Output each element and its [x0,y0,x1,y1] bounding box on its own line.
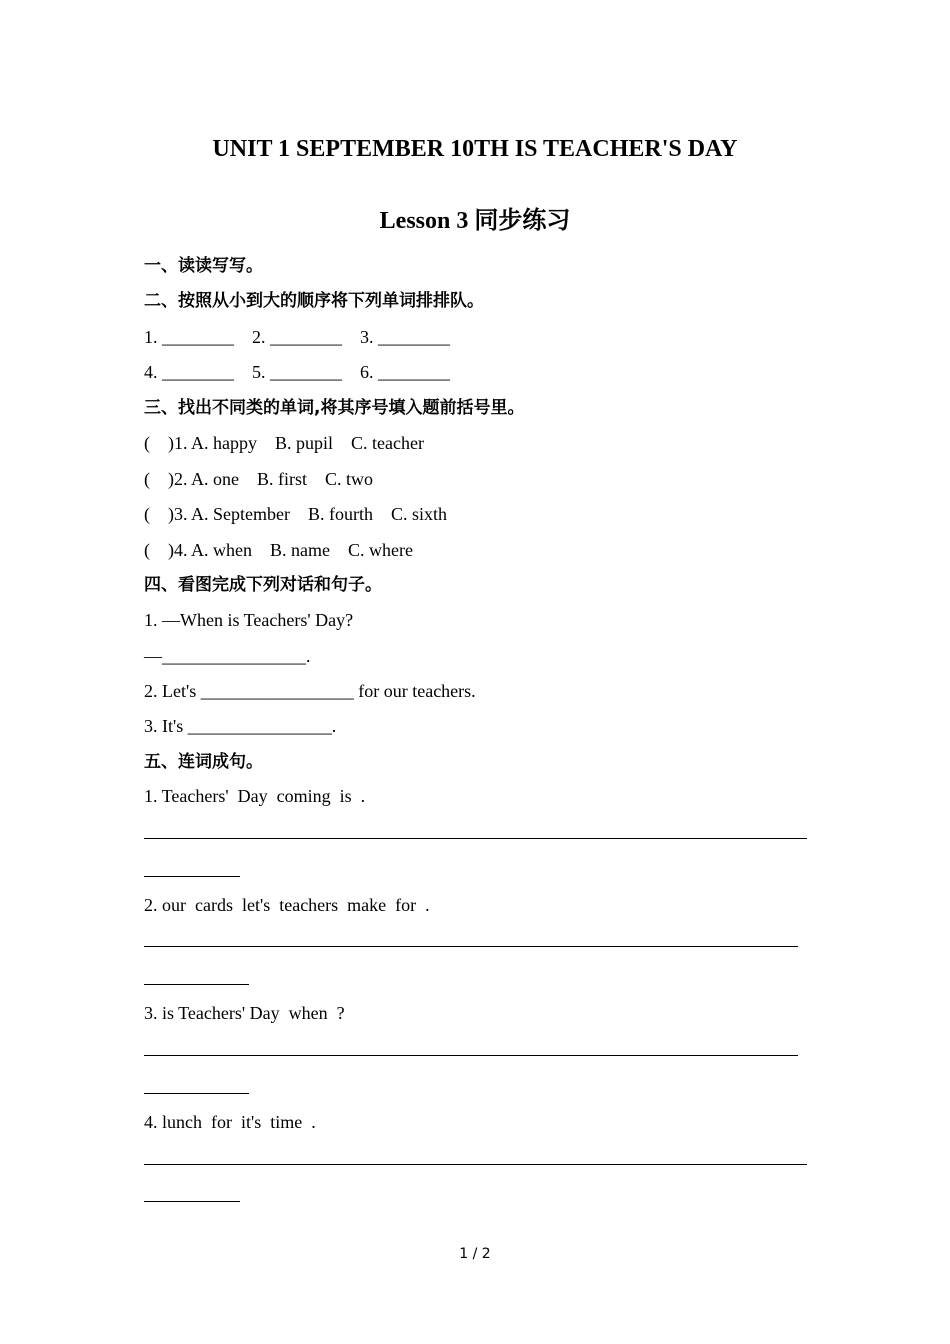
dialogue-question-1: 1. —When is Teachers' Day? [144,610,354,630]
odd-one-out-item-3: ( )3. A. September B. fourth C. sixth [144,504,447,524]
answer-line-continued [144,876,240,877]
scrambled-sentence-3: 3. is Teachers' Day when ? [144,1003,345,1023]
section-4-heading: 四、看图完成下列对话和句子。 [144,575,382,595]
page-number: 1 / 2 [459,1246,491,1262]
dialogue-answer-1: —________________. [144,646,311,666]
answer-line-continued [144,1093,249,1094]
scrambled-sentence-4: 4. lunch for it's time . [144,1112,316,1132]
answer-line [144,1164,807,1165]
answer-line [144,838,807,839]
ordering-blanks-row-2: 4. ________ 5. ________ 6. ________ [144,362,450,382]
section-3-heading: 三、找出不同类的单词,将其序号填入题前括号里。 [144,398,525,418]
answer-line-continued [144,984,249,985]
answer-line [144,1055,798,1056]
unit-title: UNIT 1 SEPTEMBER 10TH IS TEACHER'S DAY [212,136,738,162]
sentence-3: 3. It's ________________. [144,716,337,736]
odd-one-out-item-2: ( )2. A. one B. first C. two [144,469,373,489]
section-1-heading: 一、读读写写。 [144,256,263,276]
scrambled-sentence-2: 2. our cards let's teachers make for . [144,895,430,915]
answer-line-continued [144,1201,240,1202]
section-2-heading: 二、按照从小到大的顺序将下列单词排排队。 [144,291,484,311]
odd-one-out-item-4: ( )4. A. when B. name C. where [144,540,413,560]
odd-one-out-item-1: ( )1. A. happy B. pupil C. teacher [144,433,424,453]
lesson-title: Lesson 3 同步练习 [379,208,571,234]
section-5-heading: 五、连词成句。 [144,752,263,772]
answer-line [144,946,798,947]
ordering-blanks-row-1: 1. ________ 2. ________ 3. ________ [144,327,450,347]
scrambled-sentence-1: 1. Teachers' Day coming is . [144,786,366,806]
sentence-2: 2. Let's _________________ for our teachers. [144,681,476,701]
